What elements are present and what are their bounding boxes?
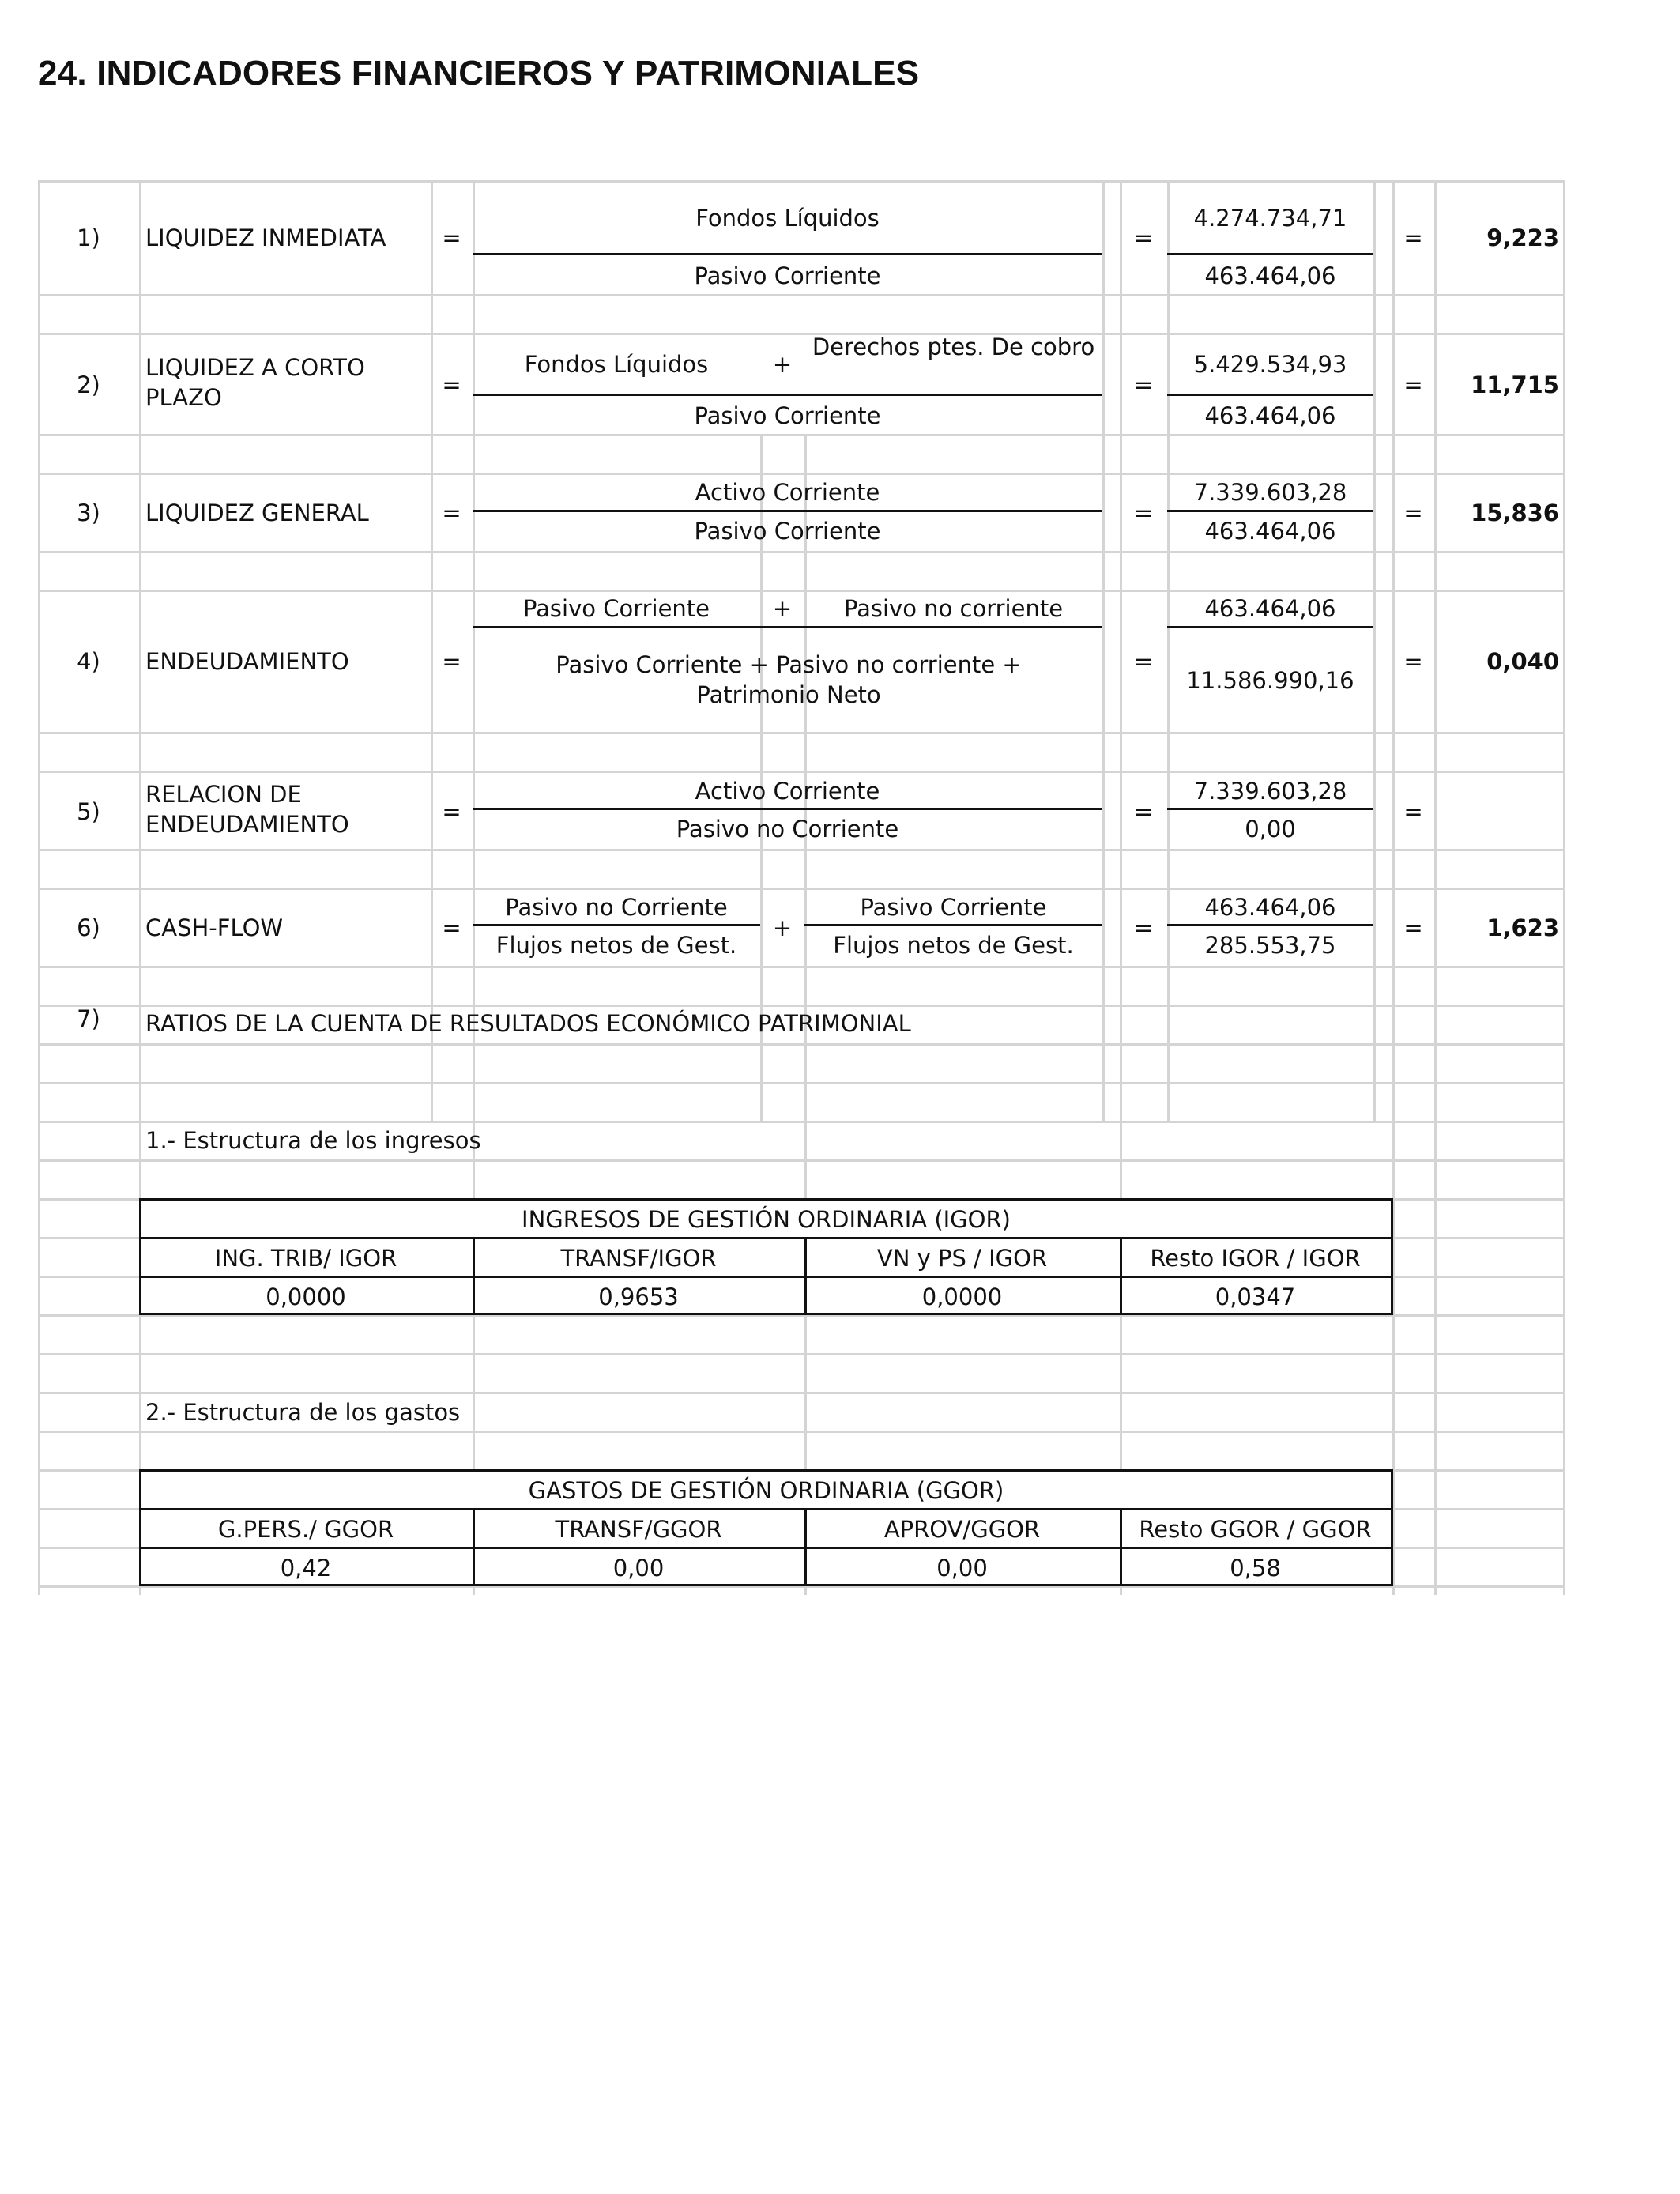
equals-sign: = bbox=[1133, 914, 1154, 941]
numerator-b-label: Pasivo Corriente bbox=[860, 894, 1047, 921]
denominator-label: Pasivo Corriente bbox=[694, 262, 881, 289]
equals-sign: = bbox=[1133, 371, 1154, 398]
numerator-b-label: Derechos ptes. De cobro bbox=[812, 334, 1095, 360]
column-header: Resto IGOR / IGOR bbox=[1150, 1245, 1361, 1272]
equals-sign: = bbox=[442, 224, 461, 251]
numerator-value: 463.464,06 bbox=[1204, 894, 1336, 921]
plus-sign: + bbox=[772, 351, 793, 378]
denominator-value: 0,00 bbox=[1245, 816, 1296, 843]
numerator-label: Activo Corriente bbox=[695, 778, 880, 805]
ratio-label: RELACION DE ENDEUDAMIENTO bbox=[145, 781, 349, 838]
ratio-number: 1) bbox=[77, 224, 100, 251]
ratio-result: 0,040 bbox=[1486, 648, 1559, 675]
ratio-label: ENDEUDAMIENTO bbox=[145, 648, 349, 675]
ratio-label: CASH-FLOW bbox=[145, 914, 284, 941]
table-cell: 0,9653 bbox=[598, 1284, 679, 1310]
equals-sign: = bbox=[1403, 499, 1423, 526]
ratio-number: 4) bbox=[77, 648, 100, 675]
column-header: TRANSF/IGOR bbox=[560, 1245, 717, 1272]
denominator-label: Pasivo Corriente + Pasivo no corriente + Patrimonio Neto bbox=[556, 651, 1022, 708]
denominator-value: 285.553,75 bbox=[1204, 932, 1336, 959]
ratio-result: 11,715 bbox=[1471, 371, 1559, 398]
ratio-number: 6) bbox=[77, 914, 100, 941]
column-header: Resto GGOR / GGOR bbox=[1139, 1516, 1372, 1543]
section-number: 7) bbox=[77, 1005, 100, 1032]
numerator-value: 7.339.603,28 bbox=[1193, 479, 1347, 506]
equals-sign: = bbox=[1403, 648, 1423, 675]
numerator-label: Fondos Líquidos bbox=[695, 205, 880, 232]
numerator-a-label: Fondos Líquidos bbox=[524, 351, 709, 378]
table-cell: 0,58 bbox=[1230, 1555, 1281, 1581]
equals-sign: = bbox=[1133, 798, 1154, 825]
numerator-value: 7.339.603,28 bbox=[1193, 778, 1347, 805]
numerator-b-label: Pasivo no corriente bbox=[843, 595, 1064, 622]
denominator-value: 463.464,06 bbox=[1204, 518, 1336, 545]
denominator-a-label: Flujos netos de Gest. bbox=[495, 932, 737, 959]
ratio-number: 3) bbox=[77, 499, 100, 526]
equals-sign: = bbox=[442, 499, 461, 526]
denominator-label: Pasivo Corriente bbox=[694, 402, 881, 429]
ratio-result: 15,836 bbox=[1471, 499, 1559, 526]
equals-sign: = bbox=[1403, 224, 1423, 251]
ingresos-heading: 1.- Estructura de los ingresos bbox=[145, 1127, 481, 1154]
denominator-label: Pasivo Corriente bbox=[694, 518, 881, 545]
denominator-value: 463.464,06 bbox=[1204, 262, 1336, 289]
ratio-result: 9,223 bbox=[1486, 224, 1559, 251]
table-cell: 0,42 bbox=[280, 1555, 332, 1581]
gastos-heading: 2.- Estructura de los gastos bbox=[145, 1399, 461, 1426]
equals-sign: = bbox=[1403, 798, 1423, 825]
denominator-b-label: Flujos netos de Gest. bbox=[833, 932, 1074, 959]
table-cell: 0,0000 bbox=[921, 1284, 1003, 1310]
equals-sign: = bbox=[442, 371, 461, 398]
ingresos-table-title: INGRESOS DE GESTIÓN ORDINARIA (IGOR) bbox=[522, 1206, 1011, 1233]
column-header: VN y PS / IGOR bbox=[876, 1245, 1048, 1272]
denominator-label: Pasivo no Corriente bbox=[676, 816, 899, 843]
column-header: TRANSF/GGOR bbox=[555, 1516, 722, 1543]
equals-sign: = bbox=[1133, 648, 1154, 675]
plus-sign: + bbox=[772, 595, 793, 622]
gastos-table-title: GASTOS DE GESTIÓN ORDINARIA (GGOR) bbox=[528, 1477, 1004, 1504]
plus-sign: + bbox=[772, 914, 793, 941]
numerator-value: 463.464,06 bbox=[1204, 595, 1336, 622]
denominator-value: 463.464,06 bbox=[1204, 402, 1336, 429]
numerator-a-label: Pasivo Corriente bbox=[522, 595, 710, 622]
ratio-number: 5) bbox=[77, 798, 100, 825]
equals-sign: = bbox=[442, 798, 461, 825]
denominator-value: 11.586.990,16 bbox=[1186, 667, 1354, 694]
table-cell: 0,0000 bbox=[266, 1284, 346, 1310]
table-cell: 0,00 bbox=[612, 1555, 665, 1581]
equals-sign: = bbox=[442, 914, 461, 941]
numerator-value: 4.274.734,71 bbox=[1193, 205, 1347, 232]
equals-sign: = bbox=[442, 648, 461, 675]
equals-sign: = bbox=[1403, 371, 1423, 398]
numerator-a-label: Pasivo no Corriente bbox=[505, 894, 728, 921]
table-cell: 0,00 bbox=[936, 1555, 988, 1581]
numerator-label: Activo Corriente bbox=[695, 479, 880, 506]
table-cell: 0,0347 bbox=[1215, 1284, 1296, 1310]
section-label: RATIOS DE LA CUENTA DE RESULTADOS ECONÓMICO PATRIMONIAL bbox=[145, 1010, 911, 1037]
ratio-label: LIQUIDEZ GENERAL bbox=[145, 499, 369, 526]
ratio-label: LIQUIDEZ A CORTO PLAZO bbox=[145, 354, 365, 411]
page-title: 24. INDICADORES FINANCIEROS Y PATRIMONIALES bbox=[38, 54, 920, 92]
numerator-value: 5.429.534,93 bbox=[1193, 351, 1347, 378]
equals-sign: = bbox=[1133, 224, 1154, 251]
ratio-label: LIQUIDEZ INMEDIATA bbox=[145, 224, 386, 251]
ratio-result: 1,623 bbox=[1486, 914, 1559, 941]
equals-sign: = bbox=[1133, 499, 1154, 526]
column-header: ING. TRIB/ IGOR bbox=[214, 1245, 397, 1272]
equals-sign: = bbox=[1403, 914, 1423, 941]
column-header: APROV/GGOR bbox=[883, 1516, 1041, 1543]
column-header: G.PERS./ GGOR bbox=[217, 1516, 394, 1543]
ratio-number: 2) bbox=[77, 371, 100, 398]
